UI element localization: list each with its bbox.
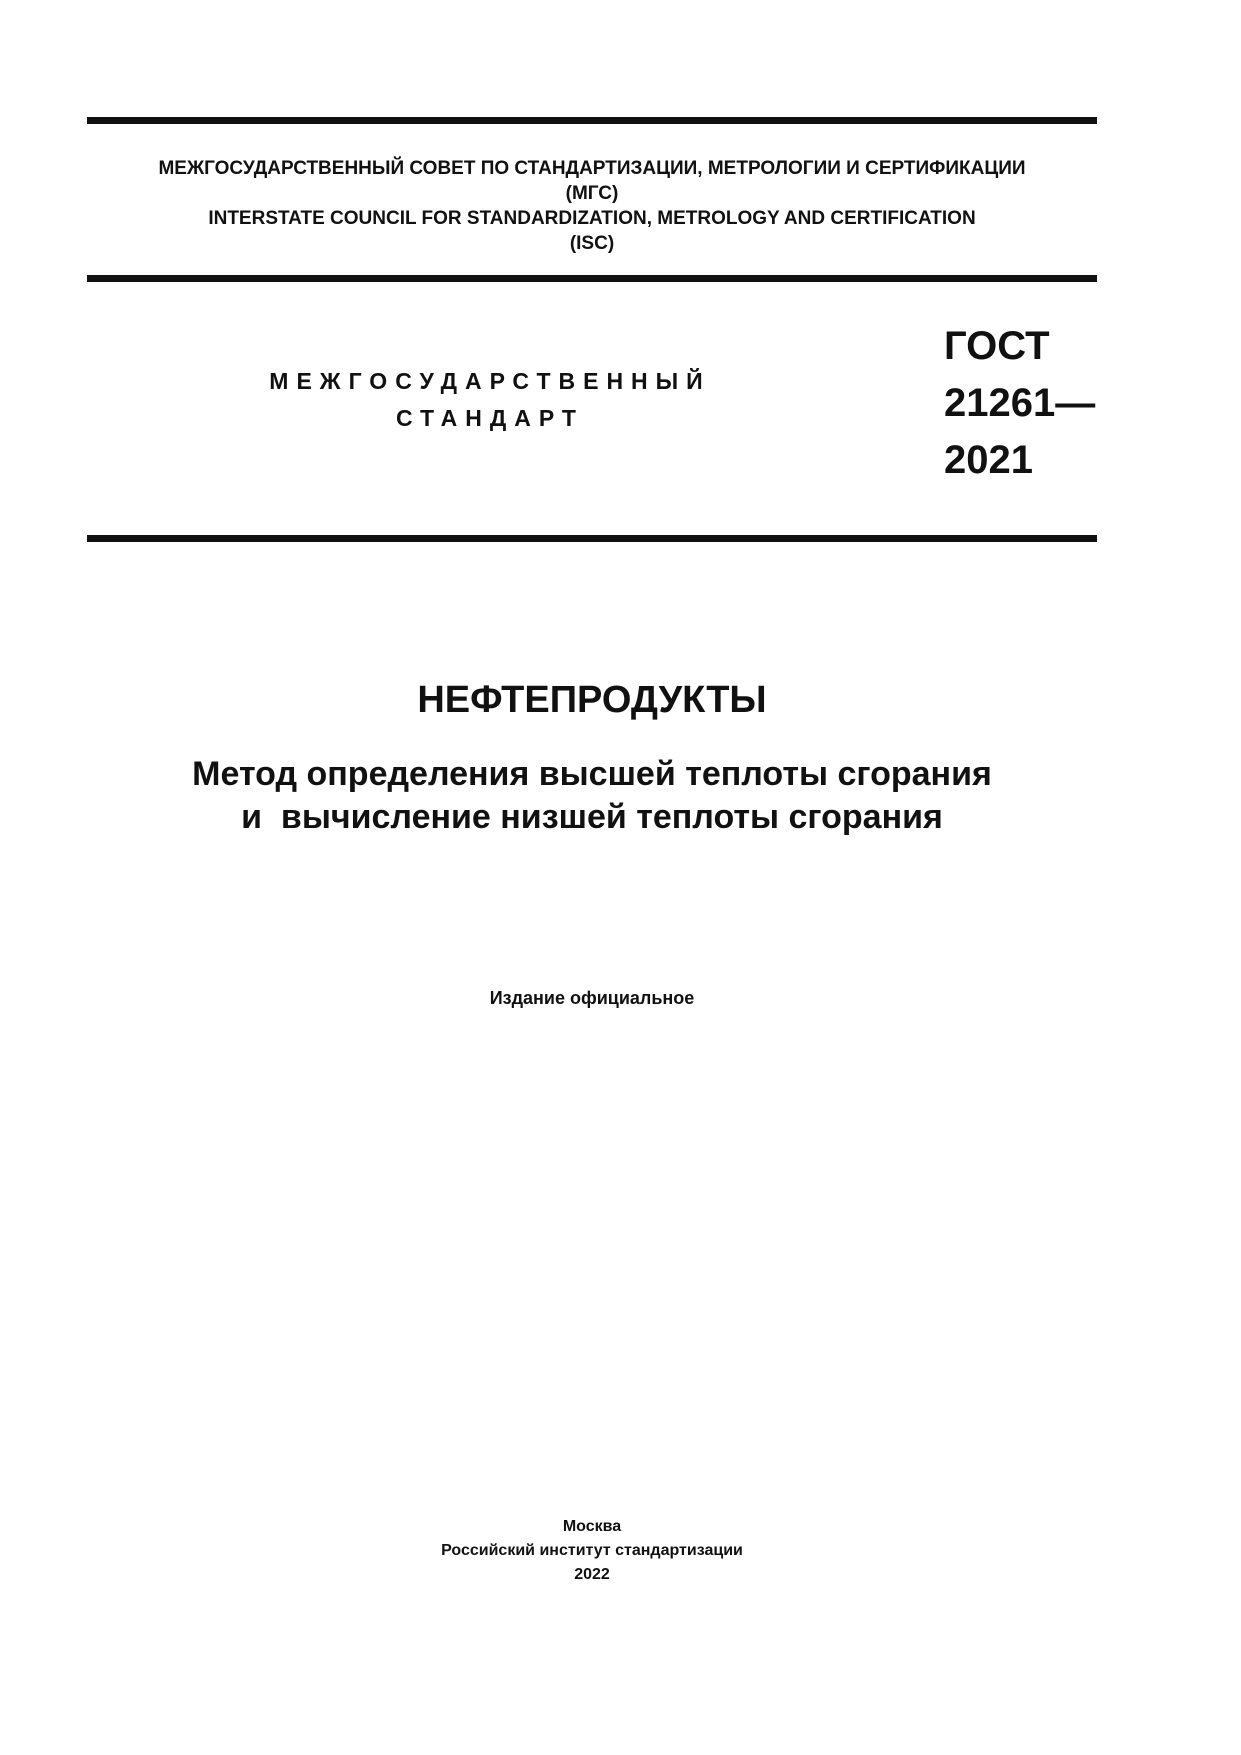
council-name-ru: МЕЖГОСУДАРСТВЕННЫЙ СОВЕТ ПО СТАНДАРТИЗАЦИИ, МЕТРОЛОГИИ И СЕРТИФИКАЦИИ [158,158,1026,179]
imprint-publisher: Российский институт стандартизации [441,1542,743,1559]
standard-type-line1: МЕЖГОСУДАРСТВЕННЫЙ [269,368,711,394]
subtitle-line2: и вычисление низшей теплоты сгорания [241,798,943,836]
bottom-rule [87,535,1097,542]
standard-designation [944,318,1095,489]
middle-rule [87,275,1097,282]
designation-number: 21261— [944,381,1096,425]
council-abbr-en: (ISC) [569,233,615,254]
imprint-year: 2022 [574,1566,610,1583]
edition-note: Издание официальное [489,988,695,1008]
standard-type-line2: СТАНДАРТ [396,405,584,431]
council-name-en: INTERSTATE COUNCIL FOR STANDARDIZATION, METROLOGY AND CERTIFICATION [208,208,976,229]
subtitle-line1: Метод определения высшей теплоты сгорания [192,755,992,793]
imprint [87,1515,1097,1587]
council-header [87,156,1097,256]
designation-year: 2021 [944,438,1033,482]
document-title: НЕФТЕПРОДУКТЫ [417,679,767,721]
document-subtitle [87,753,1097,839]
top-rule [87,117,1097,124]
imprint-city: Москва [562,1518,622,1535]
council-abbr-ru: (МГС) [565,183,619,204]
designation-prefix: ГОСТ [944,324,1050,368]
standard-type [200,363,780,437]
